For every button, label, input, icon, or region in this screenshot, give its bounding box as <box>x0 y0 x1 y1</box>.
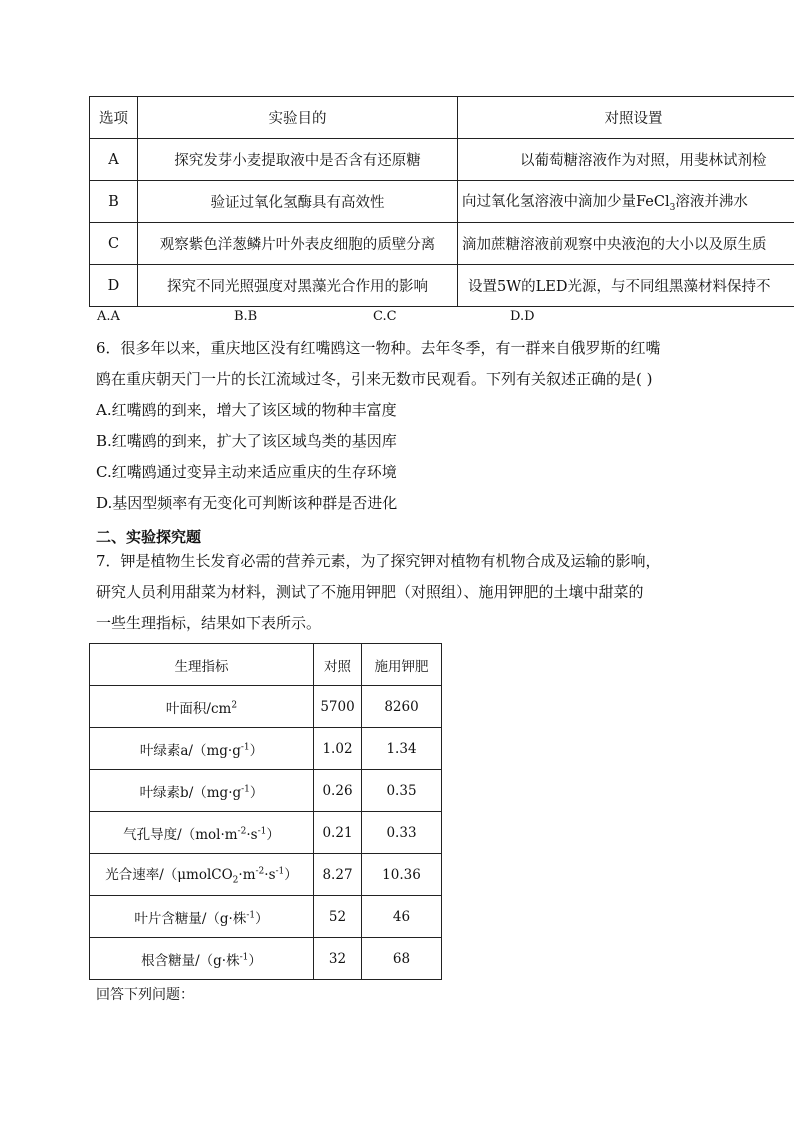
indicator-cell: 叶绿素$b/(mg\cdot g^{-1})$ <box>90 770 314 812</box>
treated-value: 10.36 <box>362 854 442 896</box>
header-cell: 生理指标 <box>90 644 314 686</box>
choice-c: C.C <box>373 309 397 324</box>
control-value: 32 <box>314 938 362 980</box>
q6-option-a: A.红嘴鸥的到来，增大了该区域的物种丰富度 <box>96 401 397 419</box>
option-cell: B <box>90 181 138 223</box>
choice-b: B.B <box>234 309 258 324</box>
option-cell: D <box>90 265 138 307</box>
purpose-cell: 探究发芽小麦提取液中是否含有还原糖 <box>138 139 458 181</box>
section-title: 二、实验探究题 <box>96 528 202 546</box>
header-cell: 对照设置 <box>458 97 794 139</box>
q6-option-b: B.红嘴鸥的到来，扩大了该区域鸟类的基因库 <box>96 432 397 450</box>
indicator-cell: 根含糖量/（g·株$^{-1}$） <box>90 938 314 980</box>
control-value: 0.21 <box>314 812 362 854</box>
control-value: 5700 <box>314 686 362 728</box>
q6-option-c: C.红嘴鸥通过变异主动来适应重庆的生存环境 <box>96 463 397 481</box>
indicator-cell: 叶面积$/cm^2$ <box>90 686 314 728</box>
table-row <box>90 181 794 223</box>
indicator-cell: 叶片含糖量/（g·株$^{-1}$） <box>90 896 314 938</box>
purpose-cell: 验证过氧化氢酶具有高效性 <box>138 181 458 223</box>
indicator-cell: 气孔导度$/(mol\cdot m^{-2}\cdot s^{-1})$ <box>90 812 314 854</box>
header-cell: 对照 <box>314 644 362 686</box>
control-value: 1.02 <box>314 728 362 770</box>
table-row <box>90 938 442 980</box>
table-row <box>90 265 794 307</box>
q6-stem-line2: 鸥在重庆朝天门一片的长江流域过冬，引来无数市民观看。下列有关叙述正确的是( ) <box>96 370 653 388</box>
q6-stem-line1: 6．很多年以来，重庆地区没有红嘴鸥这一物种。去年冬季，有一群来自俄罗斯的红嘴 <box>96 339 661 357</box>
treated-value: 0.35 <box>362 770 442 812</box>
experiment-table <box>89 96 794 307</box>
treated-value: 0.33 <box>362 812 442 854</box>
table-row <box>90 854 442 896</box>
treated-value: 1.34 <box>362 728 442 770</box>
subscript: 3 <box>669 202 676 213</box>
control-cell: 滴加蔗糖溶液前观察中央液泡的大小以及原生质 <box>458 223 794 265</box>
option-cell: C <box>90 223 138 265</box>
control-text: 向过氧化氢溶液中滴加少量FeCl <box>462 194 670 211</box>
q7-line1: 7．钾是植物生长发育必需的营养元素，为了探究钾对植物有机物合成及运输的影响， <box>96 552 661 570</box>
table-header-row <box>90 97 794 139</box>
header-cell: 选项 <box>90 97 138 139</box>
control-value: 8.27 <box>314 854 362 896</box>
control-text: 溶液并沸水 <box>675 194 748 211</box>
table-row <box>90 223 794 265</box>
header-cell: 施用钾肥 <box>362 644 442 686</box>
control-value: 52 <box>314 896 362 938</box>
treated-value: 68 <box>362 938 442 980</box>
q5-choices <box>97 309 697 327</box>
table-header-row <box>90 644 442 686</box>
purpose-cell: 观察紫色洋葱鳞片叶外表皮细胞的质壁分离 <box>138 223 458 265</box>
indicator-cell: 光合速率$/(\mu molCO_2\cdot m^{-2}\cdot s^{-1})$ <box>90 854 314 896</box>
indicator-cell: 叶绿素$a/(mg\cdot g^{-1})$ <box>90 728 314 770</box>
q6-option-d: D.基因型频率有无变化可判断该种群是否进化 <box>96 494 398 512</box>
table-row <box>90 728 442 770</box>
header-cell: 实验目的 <box>138 97 458 139</box>
purpose-cell: 探究不同光照强度对黑藻光合作用的影响 <box>138 265 458 307</box>
choice-d: D.D <box>510 309 535 324</box>
treated-value: 46 <box>362 896 442 938</box>
table-row <box>90 896 442 938</box>
control-cell: 设置5W的LED光源，与不同组黑藻材料保持不 <box>458 265 794 307</box>
option-cell: A <box>90 139 138 181</box>
control-value: 0.26 <box>314 770 362 812</box>
table-row <box>90 686 442 728</box>
q7-line2: 研究人员利用甜菜为材料，测试了不施用钾肥（对照组）、施用钾肥的土壤中甜菜的 <box>96 583 644 601</box>
q7-line3: 一些生理指标，结果如下表所示。 <box>96 614 322 632</box>
table-row <box>90 139 794 181</box>
treated-value: 8260 <box>362 686 442 728</box>
choice-a: A.A <box>97 309 120 324</box>
table-row <box>90 770 442 812</box>
answer-prompt: 回答下列问题： <box>96 987 194 1003</box>
table-row <box>90 812 442 854</box>
control-cell: 以葡萄糖溶液作为对照，用斐林试剂检 <box>458 139 794 181</box>
control-cell <box>458 181 794 223</box>
physiology-table <box>89 643 442 980</box>
